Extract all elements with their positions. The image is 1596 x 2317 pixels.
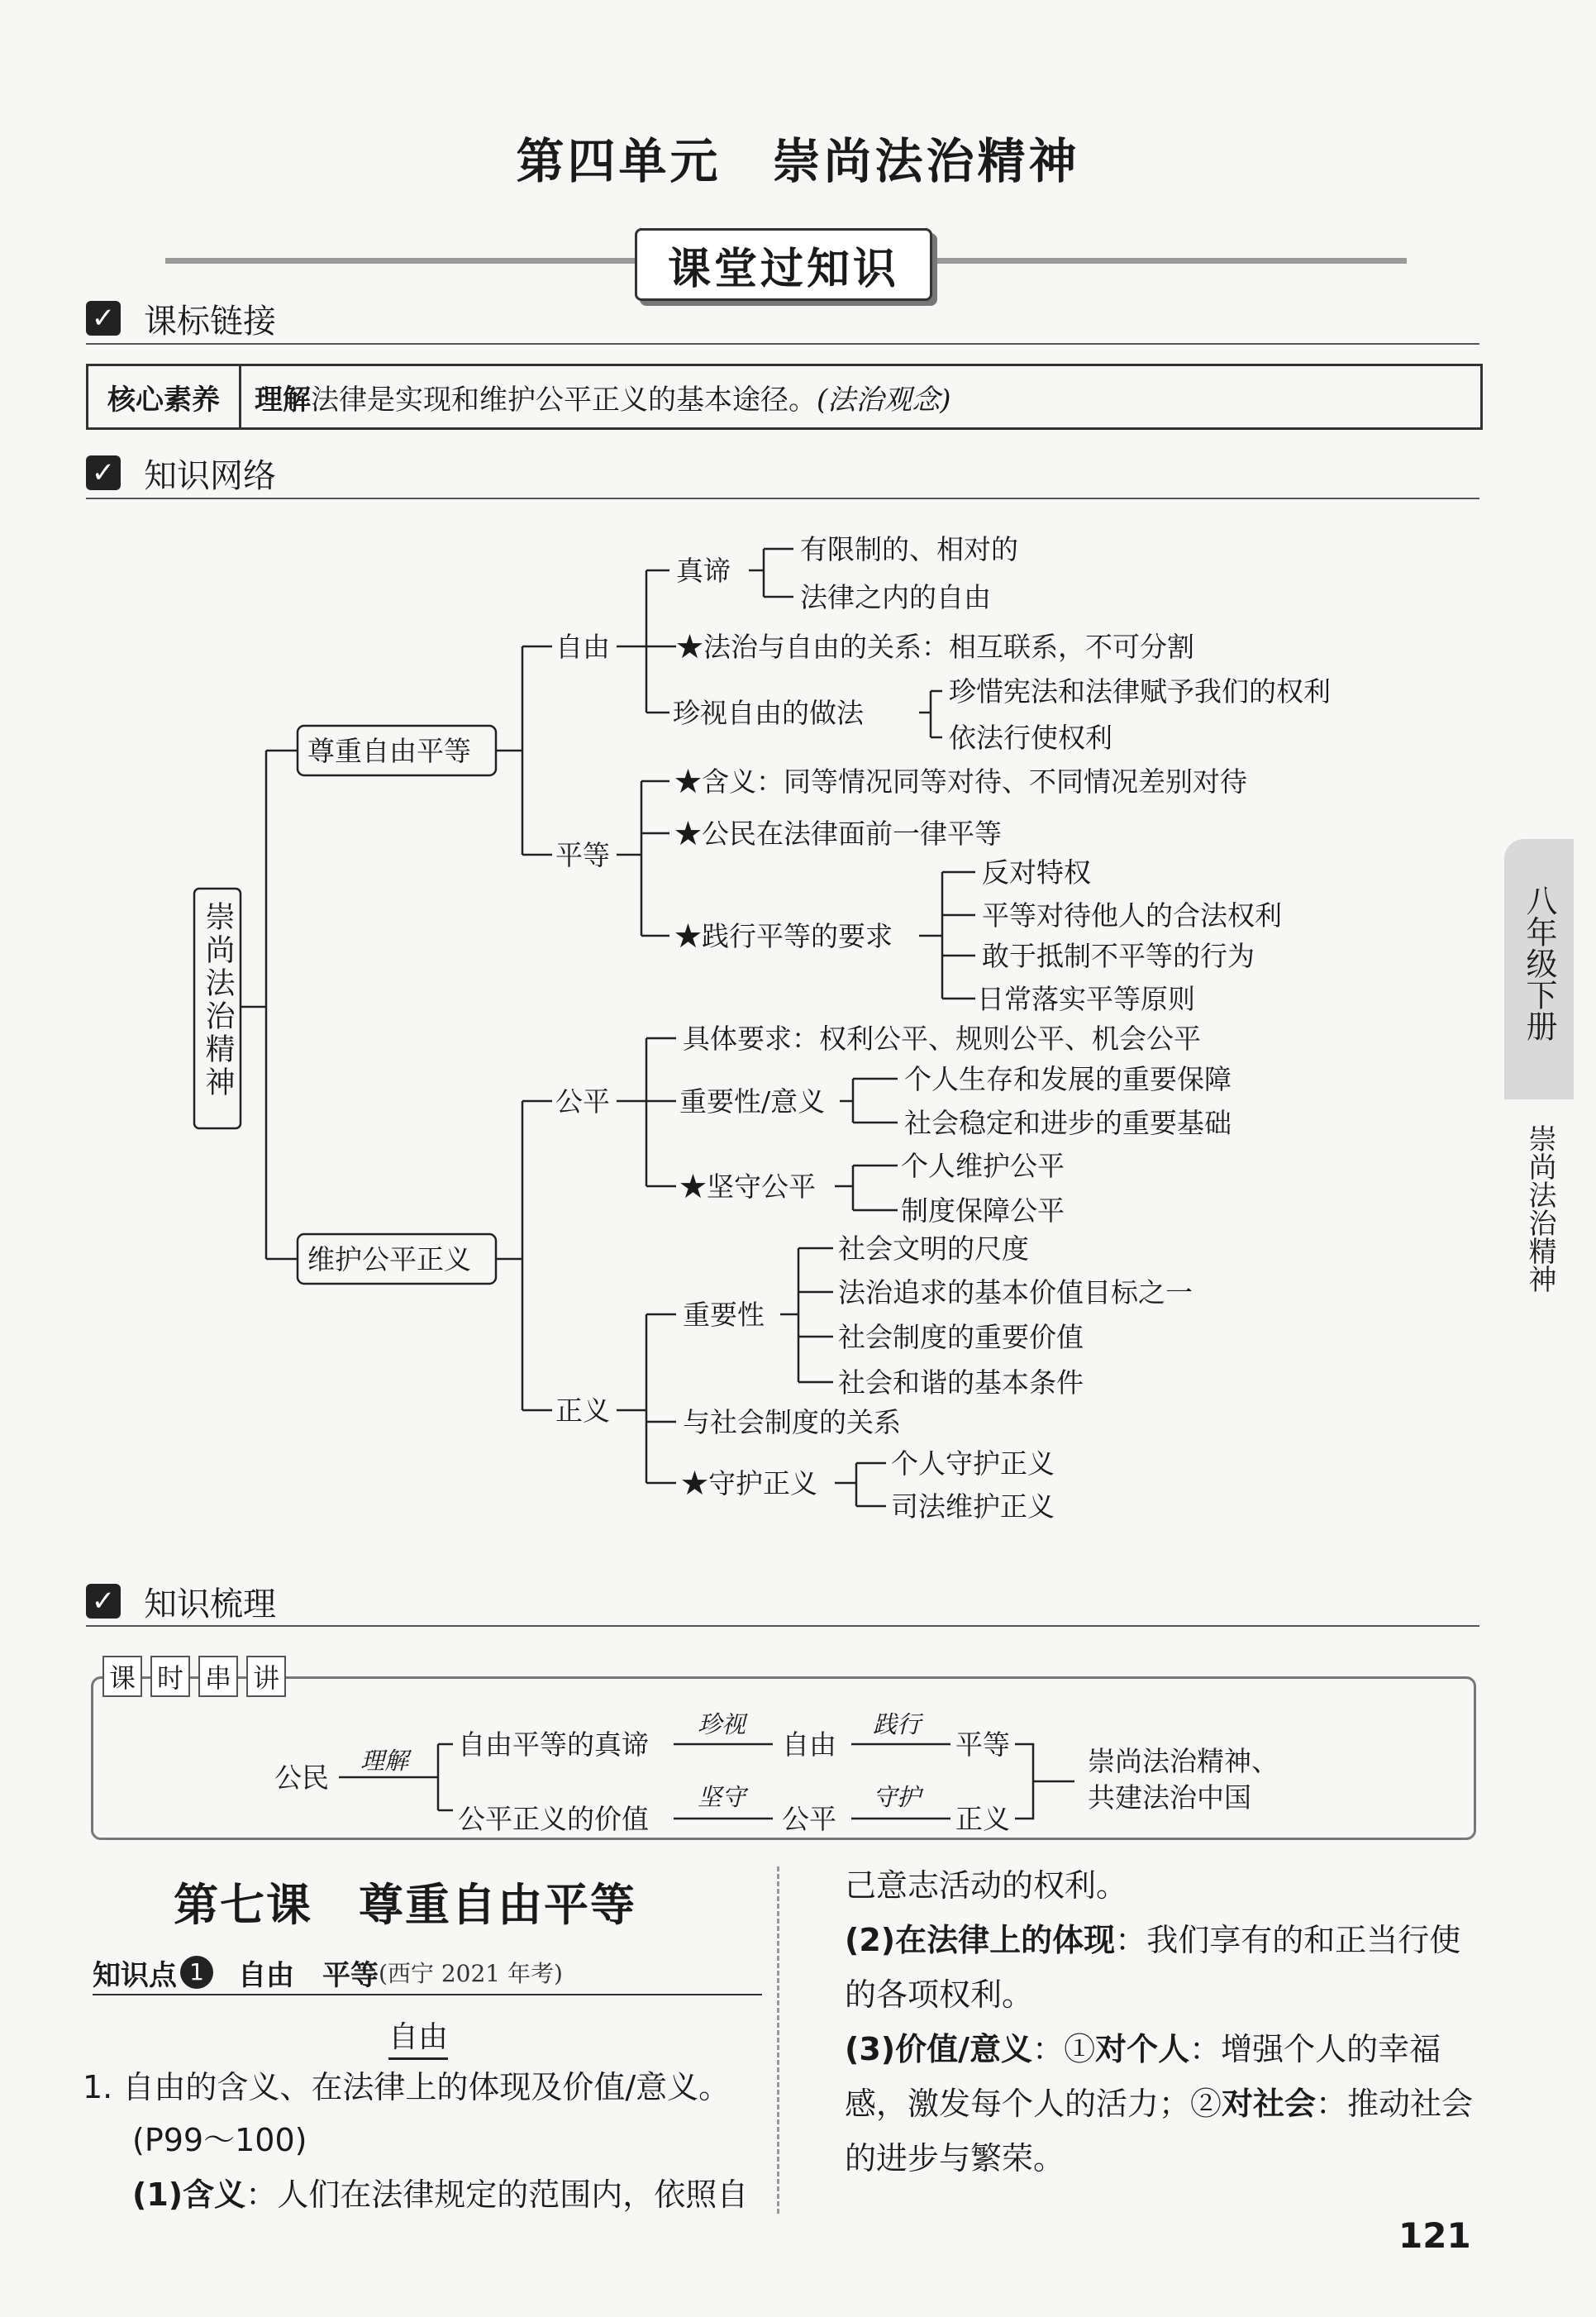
chain-uphold: 坚守 [698, 1783, 746, 1811]
value-text-3: ：推动社会 [1316, 2086, 1474, 2122]
check-icon: ✓ [86, 455, 121, 490]
tag-cell: 串 [198, 1656, 238, 1697]
tag-cell: 讲 [246, 1656, 286, 1697]
leaf-fair-keep-2: 制度保障公平 [901, 1194, 1065, 1227]
lesson-title: 第七课 尊重自由平等 [174, 1878, 636, 1931]
node-freedom-essence: 真谛 [676, 555, 731, 587]
core-text: 法律是实现和维护公平正义的基本途径。 [311, 383, 817, 417]
b1-connector [496, 646, 552, 855]
point-topic: 自由 平等 [238, 1958, 379, 1992]
chain-result-1: 崇尚法治精神、 [1088, 1745, 1279, 1777]
right-column [845, 1858, 1489, 2186]
embodiment-label: (2)在法律上的体现 [845, 1922, 1116, 1958]
leaf-jus-imp-4: 社会和谐的基本条件 [838, 1366, 1084, 1399]
freedom-connector [617, 570, 676, 713]
leaf-eq-p3: 敢于抵制不平等的行为 [982, 940, 1255, 972]
core-lead: 理解 [255, 383, 311, 417]
value-label: (3)价值/意义 [845, 2031, 1033, 2067]
leaf-eq-law: ★公民在法律面前一律平等 [674, 818, 1002, 850]
section-banner: 课堂过知识 [635, 228, 932, 301]
fairness-connector [617, 1038, 676, 1186]
value-text: ：增强个人的幸福 [1189, 2031, 1441, 2067]
unit-title: 第四单元 崇尚法治精神 [516, 133, 1080, 189]
equality-connector [617, 781, 669, 936]
section-title: 知识梳理 [144, 1585, 276, 1623]
chain-fairness: 公平 [782, 1803, 836, 1835]
leaf-jus-imp-1: 社会文明的尺度 [838, 1232, 1029, 1265]
section-title: 课标链接 [144, 302, 276, 341]
node-jus-guard: ★守护正义 [681, 1467, 817, 1499]
chain-equality: 平等 [955, 1728, 1010, 1761]
root-connector [241, 751, 298, 1259]
check-icon: ✓ [86, 1584, 121, 1619]
chain-justice: 正义 [955, 1803, 1010, 1835]
branch-uphold-fairness-justice: 维护公平正义 [307, 1243, 471, 1275]
sidebar-topic: 崇尚法治精神 [1523, 1124, 1556, 1293]
chain-cherish: 珍视 [698, 1710, 746, 1738]
right-line-4 [845, 2022, 1489, 2076]
point-label: 知识点 [93, 1958, 177, 1992]
leaf-jus-system: 与社会制度的关系 [683, 1406, 901, 1438]
knowledge-point-header [93, 1951, 762, 1995]
right-line-6: 的进步与繁荣。 [845, 2140, 1065, 2176]
cherish-connector [919, 691, 942, 737]
node-cherish: 珍视自由的做法 [673, 697, 864, 729]
leaf-eq-meaning: ★含义：同等情况同等对待、不同情况差别对待 [674, 765, 1247, 798]
tag-cell: 课 [102, 1656, 142, 1697]
section-title: 知识网络 [144, 456, 276, 495]
b2-connector [496, 1101, 552, 1410]
tag-cell: 时 [150, 1656, 190, 1697]
sidebar-grade: 八年级下册 [1521, 884, 1557, 1042]
node-justice: 正义 [555, 1394, 610, 1427]
leaf-rule-freedom: ★法治与自由的关系：相互联系，不可分割 [676, 631, 1194, 663]
value-text-2: 感，激发每个人的活力；② [845, 2086, 1222, 2122]
right-line-5 [845, 2076, 1489, 2131]
root-node: 崇尚法治精神 [201, 901, 235, 1099]
chain-essence: 自由平等的真谛 [458, 1728, 649, 1761]
point-number-badge: 1 [180, 1956, 213, 1989]
q1-meaning-text: ：人们在法律规定的范围内，依照自 [245, 2176, 749, 2213]
branch-respect-freedom-equality: 尊重自由平等 [307, 735, 471, 767]
point-exam: (西宁 2021 年考) [379, 1960, 563, 1987]
practice-connector [919, 872, 975, 999]
chain-understand: 理解 [360, 1747, 409, 1775]
justice-connector [617, 1314, 676, 1483]
leaf-cherish-2: 依法行使权利 [949, 722, 1112, 754]
fair-keep-connector [835, 1166, 898, 1210]
leaf-jus-imp-3: 社会制度的重要价值 [838, 1321, 1084, 1353]
value-mid: ：① [1032, 2031, 1096, 2067]
leaf-eq-p2: 平等对待他人的合法权利 [982, 899, 1282, 932]
node-fair-imp: 重要性/意义 [679, 1085, 826, 1118]
value-individual: 对个人 [1095, 2031, 1190, 2067]
node-freedom: 自由 [555, 631, 610, 663]
node-fair-keep: ★坚守公平 [679, 1170, 816, 1203]
chain-freedom: 自由 [782, 1728, 836, 1761]
leaf-fair-req: 具体要求：权利公平、规则公平、机会公平 [683, 1023, 1201, 1055]
node-equality: 平等 [555, 839, 610, 871]
leaf-fair-keep-1: 个人维护公平 [901, 1150, 1065, 1182]
leaf-fair-imp-1: 个人生存和发展的重要保障 [904, 1063, 1232, 1095]
leaf-cherish-1: 珍惜宪法和法律赋予我们的权利 [949, 675, 1331, 708]
right-line-2 [845, 1913, 1489, 1967]
divider [86, 1625, 1479, 1627]
chain-result-2: 共建法治中国 [1088, 1781, 1251, 1814]
right-line-3: 的各项权利。 [845, 1976, 1034, 2013]
core-label: 核心素养 [88, 366, 241, 427]
leaf-jus-guard-1: 个人守护正义 [891, 1447, 1055, 1480]
q1-meaning [132, 2167, 748, 2222]
leaf-essence-2: 法律之内的自由 [800, 581, 991, 613]
q1-meaning-label: (1)含义 [132, 2176, 246, 2213]
leaf-eq-p1: 反对特权 [982, 856, 1091, 889]
leaf-eq-p4: 日常落实平等原则 [977, 983, 1195, 1015]
embodiment-text: ：我们享有的和正当行使 [1115, 1922, 1461, 1958]
section-review [86, 1576, 276, 1626]
node-fairness: 公平 [555, 1085, 610, 1118]
leaf-essence-1: 有限制的、相对的 [800, 533, 1018, 565]
page-number: 121 [1398, 2215, 1471, 2256]
node-eq-practice: ★践行平等的要求 [674, 920, 893, 952]
jus-guard-connector [835, 1463, 886, 1506]
essence-connector [749, 549, 793, 597]
chain-practice: 践行 [873, 1710, 922, 1738]
fair-imp-connector [840, 1079, 898, 1123]
jus-imp-connector [780, 1248, 833, 1382]
check-icon: ✓ [86, 301, 121, 336]
column-divider [777, 1866, 779, 2214]
chain-guard: 守护 [873, 1783, 922, 1811]
q1-pages: (P99～100) [132, 2122, 307, 2158]
chain-value: 公平正义的价值 [458, 1803, 649, 1835]
leaf-jus-imp-2: 法治追求的基本价值目标之一 [838, 1276, 1193, 1309]
chain-citizen: 公民 [274, 1762, 329, 1794]
q1-text: 1. 自由的含义、在法律上的体现及价值/意义。 [83, 2069, 731, 2105]
value-society: 对社会 [1222, 2086, 1317, 2122]
question-1 [83, 2060, 769, 2114]
leaf-fair-imp-2: 社会稳定和进步的重要基础 [904, 1107, 1232, 1139]
sub-heading-freedom: 自由 [388, 2014, 448, 2060]
leaf-jus-guard-2: 司法维护正义 [891, 1490, 1055, 1523]
lesson-chain-diagram [0, 1678, 1596, 1835]
chain-merge [1015, 1744, 1074, 1819]
node-jus-imp: 重要性 [683, 1299, 765, 1331]
right-line-1: 己意志活动的权利。 [845, 1867, 1128, 1904]
core-note: (法治观念) [817, 383, 951, 417]
